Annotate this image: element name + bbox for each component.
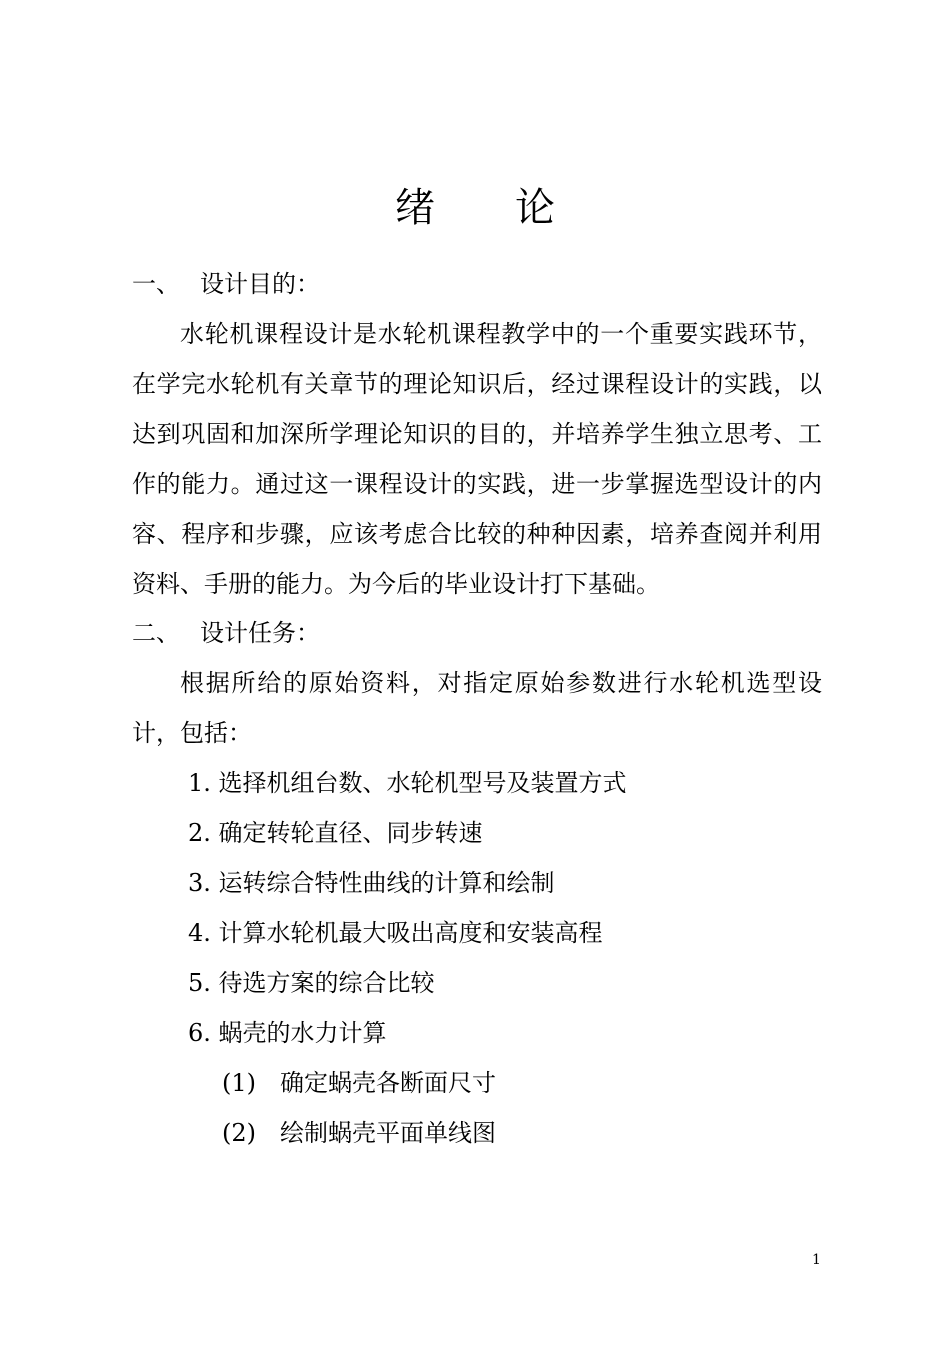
task-subitem-2-number: (2)	[222, 1119, 256, 1147]
task-item-1: 1. 选择机组台数、水轮机型号及装置方式	[188, 769, 627, 797]
section-1	[132, 259, 822, 609]
section-1-heading	[132, 259, 822, 309]
task-item-5: 5. 待选方案的综合比较	[188, 969, 435, 997]
section-2-heading-text: 设计任务：	[200, 619, 320, 647]
section-1-heading-text: 设计目的：	[200, 270, 320, 298]
title-char-1: 绪	[395, 185, 435, 231]
task-subitem-2-text: 绘制蜗壳平面单线图	[280, 1119, 496, 1147]
section-2-paragraph: 根据所给的原始资料，对指定原始参数进行水轮机选型设计，包括：	[132, 669, 822, 747]
task-subitem-1-text: 确定蜗壳各断面尺寸	[280, 1069, 496, 1097]
page-number: 1	[812, 1252, 821, 1268]
task-item-2: 2. 确定转轮直径、同步转速	[188, 819, 483, 847]
task-item-3: 3. 运转综合特性曲线的计算和绘制	[188, 869, 555, 897]
page-title	[0, 180, 950, 236]
section-1-paragraph: 水轮机课程设计是水轮机课程教学中的一个重要实践环节，在学完水轮机有关章节的理论知识后，经过课程设计的实践，以达到巩固和加深所学理论知识的目的，并培养学生独立思考、工作的能力。通过这一课程设计的实践，进一步掌握选型设计的内容、程序和步骤，应该考虑合比较的种种因素，培养查阅并利用资料、手册的能力。为今后的毕业设计打下基础。	[132, 320, 822, 598]
task-item-6: 6. 蜗壳的水力计算	[188, 1019, 387, 1047]
title-char-2: 论	[515, 185, 555, 231]
section-1-number: 一、	[132, 270, 180, 298]
section-2-number: 二、	[132, 619, 180, 647]
task-subitem-2	[132, 1108, 822, 1158]
task-subitem-1-number: (1)	[222, 1069, 256, 1097]
section-2-heading	[132, 608, 822, 658]
task-subitem-1	[132, 1058, 822, 1108]
task-item-4: 4. 计算水轮机最大吸出高度和安装高程	[188, 919, 603, 947]
section-2	[132, 608, 822, 1158]
